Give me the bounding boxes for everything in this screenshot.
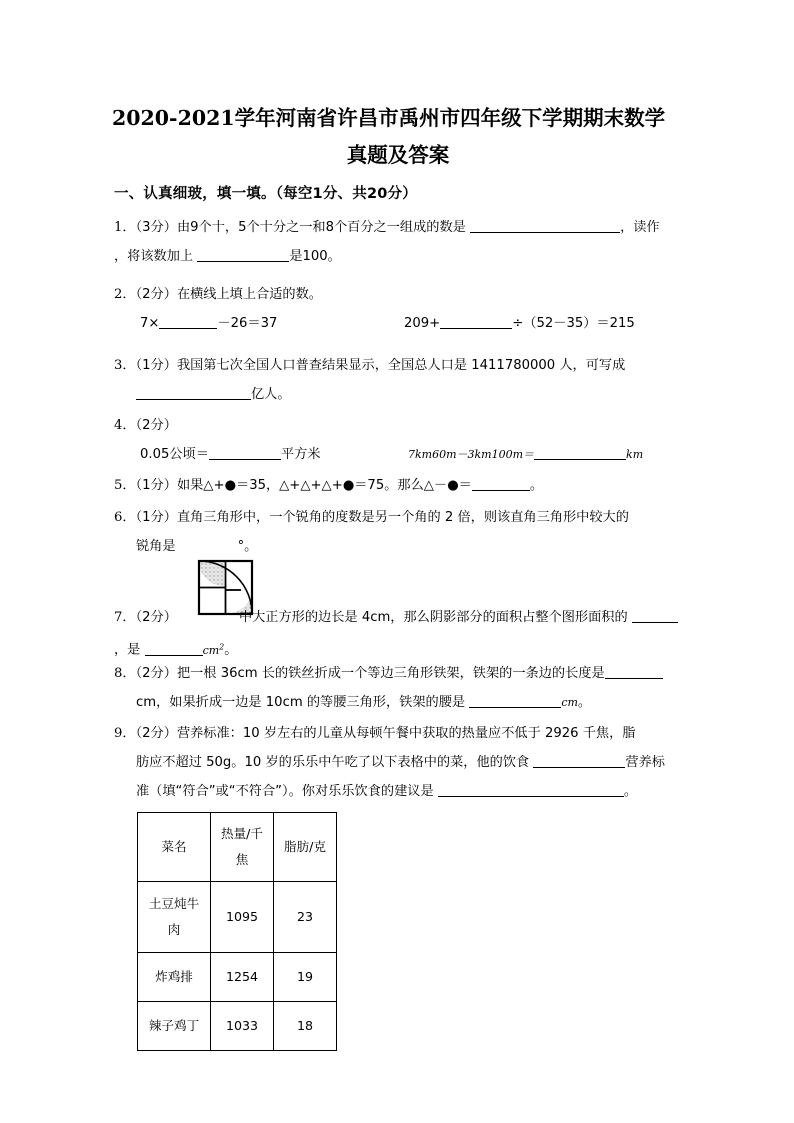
question-5-text-a: 如果△+●＝35，△+△+△+●＝75。那么△－●＝ (176, 478, 472, 493)
question-3-number: 3． (114, 358, 136, 373)
question-7-marks: （2分） (135, 610, 177, 625)
section-heading: 一、认真细玻，填一填。（每空1分、共20分） (114, 186, 417, 202)
question-1-text-a: 由9个十，5个十分之一和8个百分之一组成的数是 (176, 220, 466, 235)
eq-left-prefix: 7× (140, 316, 160, 331)
question-6 (114, 503, 690, 561)
header-energy (211, 813, 274, 882)
page-title (112, 100, 684, 174)
table-row (138, 1002, 337, 1051)
question-5-marks: （1分） (135, 478, 177, 493)
dish-name-line2: 肉 (167, 922, 181, 937)
header-dish-name: 菜名 (138, 813, 211, 882)
question-6-text-c: °。 (237, 539, 258, 554)
question-1-text-c: ，将该数加上 (114, 249, 194, 264)
question-6-text-a: 直角三角形中，一个锐角的度数是另一个角的 2 倍，则该直角三角形中较大的 (176, 510, 629, 525)
question-9-text-c: 营养标 (625, 755, 665, 770)
question-6-number: 6． (114, 510, 136, 525)
question-7-unit: $cm^2$ (202, 642, 225, 657)
answer-blank[interactable] (159, 315, 217, 329)
cell-energy: 1254 (211, 953, 274, 1002)
title-line-1: 2020-2021学年河南省许昌市禹州市四年级下学期期末数学 (112, 106, 666, 130)
question-3-marks: （1分） (135, 358, 177, 373)
question-7-number: 7． (114, 610, 136, 625)
eq-left-suffix: －26＝37 (217, 316, 278, 331)
header-energy-line2: 焦 (235, 852, 249, 867)
question-7-text-b: ，是 (114, 642, 141, 658)
question-3-text-a: 我国第七次全国人口普查结果显示，全国总人口是 1411780000 人，可写成 (176, 358, 626, 373)
table-row (138, 882, 337, 953)
question-1-text-b: ，读作 (620, 220, 660, 235)
eq-right-suffix: ÷（52－35）＝215 (512, 316, 635, 331)
answer-blank[interactable] (145, 642, 203, 656)
question-2-equation-right (404, 309, 635, 338)
question-8-text-c: 。 (577, 695, 592, 710)
question-9-number: 9． (114, 726, 136, 741)
q4-left-prefix: 0.05公顷＝ (140, 447, 209, 462)
question-7 (114, 603, 690, 665)
header-energy-line1: 热量/千 (220, 826, 264, 841)
question-6-marks: （1分） (135, 510, 177, 525)
question-4-equation-left (140, 440, 321, 469)
question-5 (114, 471, 690, 500)
question-8-marks: （2分） (135, 666, 177, 681)
answer-blank[interactable] (438, 783, 624, 797)
q4-left-suffix: 平方米 (280, 447, 321, 462)
question-2-prompt: 在横线上填上合适的数。 (176, 287, 322, 302)
cell-energy: 1095 (211, 882, 274, 953)
table-header-row (138, 813, 337, 882)
question-2 (114, 280, 690, 338)
question-5-text-b: 。 (529, 478, 543, 493)
question-9 (114, 719, 690, 806)
question-8-text-b: cm，如果折成一边是 10cm 的等腰三角形，铁架的腰是 (136, 695, 466, 710)
question-9-text-e: 。 (623, 784, 638, 799)
question-9-text-d: 准（填“符合”或“不符合”）。你对乐乐饮食的建议是 (136, 784, 434, 799)
question-2-number: 2． (114, 287, 136, 302)
question-1-number: 1． (114, 220, 136, 235)
answer-blank[interactable] (197, 248, 289, 262)
cell-fat: 18 (274, 1002, 337, 1051)
question-1 (114, 213, 690, 271)
question-6-text-b: 锐角是 (136, 539, 176, 554)
header-fat: 脂肪/克 (274, 813, 337, 882)
question-9-text-a: 营养标准：10 岁左右的儿童从每顿午餐中获取的热量应不低于 2926 千焦，脂 (176, 726, 636, 741)
question-4-number: 4． (114, 418, 136, 433)
question-8-number: 8． (114, 666, 136, 681)
question-8-text-a: 把一根 36cm 长的铁丝折成一个等边三角形铁架，铁架的一条边的长度是 (176, 666, 605, 681)
answer-blank[interactable] (176, 539, 238, 552)
q4-right-unit: km (626, 448, 644, 461)
question-8 (114, 659, 690, 717)
question-7-text-a: 中大正方形的边长是 4cm，那么阴影部分的面积占整个图形面积的 (238, 610, 628, 625)
question-1-marks: （3分） (135, 220, 177, 235)
question-4 (114, 411, 690, 469)
question-7-text-c: 。 (224, 642, 238, 658)
cell-dish-name: 辣子鸡丁 (138, 1002, 211, 1051)
question-4-marks: （2分） (135, 418, 177, 433)
answer-blank[interactable] (605, 665, 663, 679)
question-3-text-b: 亿人。 (251, 387, 291, 402)
question-2-equation-left (140, 309, 277, 338)
title-line-2: 真题及答案 (346, 143, 450, 167)
question-5-number: 5． (114, 478, 136, 493)
question-9-text-b: 肪应不超过 50g。10 岁的乐乐中午吃了以下表格中的菜，他的饮食 (136, 755, 530, 770)
cell-fat: 19 (274, 953, 337, 1002)
answer-blank[interactable] (632, 609, 678, 623)
question-8-unit: cm (561, 696, 578, 709)
answer-blank[interactable] (533, 754, 625, 768)
answer-blank[interactable] (440, 315, 512, 329)
q4-right-prefix: 7km60m－3km100m＝ (408, 448, 535, 461)
answer-blank[interactable] (534, 446, 626, 460)
answer-blank[interactable] (136, 386, 251, 400)
dish-name-line1: 土豆炖牛 (148, 896, 200, 911)
question-4-equation-right (408, 440, 643, 469)
cell-dish-name: 炸鸡排 (138, 953, 211, 1002)
question-3 (114, 351, 690, 409)
table-row (138, 953, 337, 1002)
nutrition-table (137, 812, 337, 1051)
question-1-text-d: 是100。 (289, 249, 341, 264)
answer-blank[interactable] (470, 219, 620, 233)
cell-fat: 23 (274, 882, 337, 953)
question-9-marks: （2分） (135, 726, 177, 741)
eq-right-prefix: 209+ (404, 316, 441, 331)
answer-blank[interactable] (472, 477, 530, 491)
question-2-marks: （2分） (135, 287, 177, 302)
cell-energy: 1033 (211, 1002, 274, 1051)
answer-blank[interactable] (469, 694, 561, 708)
cell-dish-name (138, 882, 211, 953)
answer-blank[interactable] (209, 446, 281, 460)
